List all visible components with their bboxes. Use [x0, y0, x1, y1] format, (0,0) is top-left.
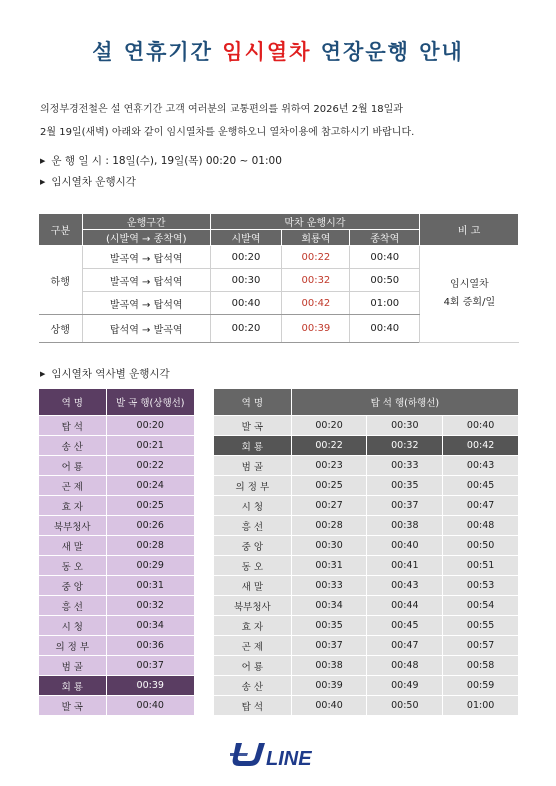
table-row: [39, 696, 195, 716]
station-time: 00:32: [106, 596, 195, 616]
station-name: 송 산: [39, 436, 107, 456]
station-time: 00:34: [291, 596, 367, 616]
station-time: 00:26: [106, 516, 195, 536]
row-time: 01:00: [350, 292, 420, 315]
station-time: 00:43: [367, 576, 443, 596]
temp-train-table: [38, 213, 519, 343]
table-row: [39, 576, 195, 596]
station-time: 00:47: [367, 636, 443, 656]
table-row: [214, 416, 519, 436]
bullet-schedule-text: 운 행 일 시 : 18일(수), 19일(목) 00:20 ~ 01:00: [51, 155, 282, 167]
header-sibal: 시발역: [210, 230, 282, 246]
station-name: 새 말: [214, 576, 292, 596]
station-time: 00:55: [443, 616, 519, 636]
station-time: 01:00: [443, 696, 519, 716]
station-name: 효 자: [39, 496, 107, 516]
station-name: 중 앙: [39, 576, 107, 596]
table-row: [214, 616, 519, 636]
table-row: [39, 436, 195, 456]
table-row: [214, 476, 519, 496]
station-name: 효 자: [214, 616, 292, 636]
row-time: 00:40: [210, 292, 282, 315]
table-row: [214, 636, 519, 656]
row-time: 00:20: [210, 246, 282, 269]
station-time: 00:50: [443, 536, 519, 556]
table-row: [39, 656, 195, 676]
title-part1: 설 연휴기간: [92, 40, 223, 64]
station-time: 00:38: [291, 656, 367, 676]
station-name: 시 청: [39, 616, 107, 636]
station-time: 00:31: [106, 576, 195, 596]
table-row: [214, 456, 519, 476]
triangle-bullet-icon: ▶: [40, 178, 46, 186]
bullet-temp-train-text: 임시열차 운행시각: [51, 176, 136, 188]
station-time: 00:51: [443, 556, 519, 576]
station-time: 00:48: [367, 656, 443, 676]
bullet-schedule: [40, 153, 282, 168]
station-name: 시 청: [214, 496, 292, 516]
station-time: 00:53: [443, 576, 519, 596]
row-time: 00:22: [282, 246, 350, 269]
station-name: 동 오: [39, 556, 107, 576]
bullet-temp-train: [40, 174, 136, 189]
bigo-line-2: 4회 증회/일: [443, 297, 496, 308]
row-time: 00:50: [350, 269, 420, 292]
station-name: 중 앙: [214, 536, 292, 556]
station-time: 00:35: [291, 616, 367, 636]
station-name: 발 곡: [214, 416, 292, 436]
station-name: 곤 제: [39, 476, 107, 496]
station-name: 북부청사: [214, 596, 292, 616]
station-time: 00:33: [367, 456, 443, 476]
triangle-bullet-icon: ▶: [40, 370, 46, 378]
row-time: 00:40: [350, 246, 420, 269]
row-time: 00:42: [282, 292, 350, 315]
station-time: 00:36: [106, 636, 195, 656]
station-time: 00:33: [291, 576, 367, 596]
page-title: [0, 36, 556, 66]
station-time: 00:45: [367, 616, 443, 636]
station-name: 범 골: [39, 656, 107, 676]
table-row: [214, 576, 519, 596]
station-time: 00:27: [291, 496, 367, 516]
table-row: [39, 496, 195, 516]
table-row: [39, 246, 519, 269]
station-name: 범 골: [214, 456, 292, 476]
station-time: 00:50: [367, 696, 443, 716]
upline-header-direction: 발 곡 행(상행선): [106, 389, 195, 416]
station-name: 회 룡: [39, 676, 107, 696]
station-time: 00:40: [367, 536, 443, 556]
station-time: 00:38: [367, 516, 443, 536]
header-jongchak: 종착역: [350, 230, 420, 246]
direction-down: 하행: [39, 246, 83, 315]
station-name: 어 룡: [214, 656, 292, 676]
station-time: 00:24: [106, 476, 195, 496]
table-row: [39, 516, 195, 536]
row-time: 00:32: [282, 269, 350, 292]
table-row: [214, 556, 519, 576]
downline-table: [213, 388, 519, 716]
direction-up: 상행: [39, 315, 83, 343]
table-row: [214, 596, 519, 616]
station-time: 00:41: [367, 556, 443, 576]
station-time: 00:35: [367, 476, 443, 496]
station-time: 00:47: [443, 496, 519, 516]
table-row: [39, 636, 195, 656]
uline-logo: [230, 739, 330, 769]
header-hoeryong: 회룡역: [282, 230, 350, 246]
station-name: 흥 선: [39, 596, 107, 616]
station-time: 00:31: [291, 556, 367, 576]
station-name: 송 산: [214, 676, 292, 696]
table-row: [39, 416, 195, 436]
station-time: 00:39: [291, 676, 367, 696]
table-row: [39, 456, 195, 476]
station-name: 북부청사: [39, 516, 107, 536]
station-time: 00:37: [291, 636, 367, 656]
station-time: 00:44: [367, 596, 443, 616]
station-time: 00:58: [443, 656, 519, 676]
station-name: 의 정 부: [214, 476, 292, 496]
station-time: 00:57: [443, 636, 519, 656]
table-row: [39, 536, 195, 556]
row-time: 00:20: [210, 315, 282, 343]
station-time: 00:45: [443, 476, 519, 496]
bigo-line-1: 임시열차: [450, 279, 489, 290]
table-row: [214, 696, 519, 716]
downline-header-station: 역 명: [214, 389, 292, 416]
row-time: 00:40: [350, 315, 420, 343]
station-time: 00:54: [443, 596, 519, 616]
table-row: [214, 536, 519, 556]
station-time: 00:48: [443, 516, 519, 536]
intro-line-2: 2월 19일(새벽) 아래와 같이 임시열차를 운행하오니 열차이용에 참고하시기 바랍니다.: [40, 127, 415, 138]
station-name: 어 룡: [39, 456, 107, 476]
triangle-bullet-icon: ▶: [40, 157, 46, 165]
station-time: 00:32: [367, 436, 443, 456]
station-time: 00:40: [443, 416, 519, 436]
station-name: 새 말: [39, 536, 107, 556]
station-time: 00:40: [291, 696, 367, 716]
header-bigo: 비 고: [420, 214, 519, 246]
title-part2: 연장운행 안내: [311, 40, 464, 64]
station-time: 00:49: [367, 676, 443, 696]
downline-header-direction: 탑 석 행(하행선): [291, 389, 518, 416]
station-time: 00:20: [106, 416, 195, 436]
intro-line-1: 의정부경전철은 설 연휴기간 고객 여러분의 교통편의를 위하여 2026년 2월 18일과: [40, 104, 403, 115]
station-time: 00:59: [443, 676, 519, 696]
table-row: [214, 496, 519, 516]
upline-table: [38, 388, 195, 716]
station-time: 00:22: [291, 436, 367, 456]
station-time: 00:29: [106, 556, 195, 576]
table-row: [39, 556, 195, 576]
station-time: 00:40: [106, 696, 195, 716]
station-time: 00:39: [106, 676, 195, 696]
station-time: 00:30: [367, 416, 443, 436]
title-highlight: 임시열차: [222, 40, 312, 64]
station-time: 00:23: [291, 456, 367, 476]
table-row: [39, 476, 195, 496]
bigo-note: [420, 246, 519, 343]
table-row: [39, 596, 195, 616]
station-name: 의 정 부: [39, 636, 107, 656]
station-time: 00:28: [106, 536, 195, 556]
station-name: 회 룡: [214, 436, 292, 456]
station-time: 00:42: [443, 436, 519, 456]
row-time: 00:30: [210, 269, 282, 292]
header-section: 운행구간: [82, 214, 210, 230]
station-time: 00:34: [106, 616, 195, 636]
header-last-train: 막차 운행시각: [210, 214, 420, 230]
station-name: 동 오: [214, 556, 292, 576]
row-section: 발곡역 → 탑석역: [82, 246, 210, 269]
logo-text: LINE: [266, 748, 312, 769]
station-time: 00:25: [291, 476, 367, 496]
table-row: [39, 676, 195, 696]
table-row: [214, 436, 519, 456]
station-time: 00:37: [106, 656, 195, 676]
bullet-station-times: [40, 366, 170, 381]
station-time: 00:20: [291, 416, 367, 436]
station-time: 00:37: [367, 496, 443, 516]
header-gubun: 구분: [39, 214, 83, 246]
station-time: 00:25: [106, 496, 195, 516]
table-row: [39, 616, 195, 636]
station-name: 탑 석: [214, 696, 292, 716]
header-section-sub: (시발역 → 종착역): [82, 230, 210, 246]
station-time: 00:22: [106, 456, 195, 476]
row-section: 탑석역 → 발곡역: [82, 315, 210, 343]
station-name: 발 곡: [39, 696, 107, 716]
station-time: 00:28: [291, 516, 367, 536]
station-name: 탑 석: [39, 416, 107, 436]
uline-logo-icon: [230, 739, 330, 769]
station-name: 흥 선: [214, 516, 292, 536]
table-row: [214, 516, 519, 536]
row-section: 발곡역 → 탑석역: [82, 292, 210, 315]
row-section: 발곡역 → 탑석역: [82, 269, 210, 292]
station-time: 00:21: [106, 436, 195, 456]
row-time: 00:39: [282, 315, 350, 343]
table-row: [214, 676, 519, 696]
upline-header-station: 역 명: [39, 389, 107, 416]
table-row: [214, 656, 519, 676]
bullet-station-times-text: 임시열차 역사별 운행시각: [51, 368, 170, 380]
intro-paragraph: [40, 98, 510, 144]
station-time: 00:30: [291, 536, 367, 556]
station-name: 곤 제: [214, 636, 292, 656]
station-time: 00:43: [443, 456, 519, 476]
